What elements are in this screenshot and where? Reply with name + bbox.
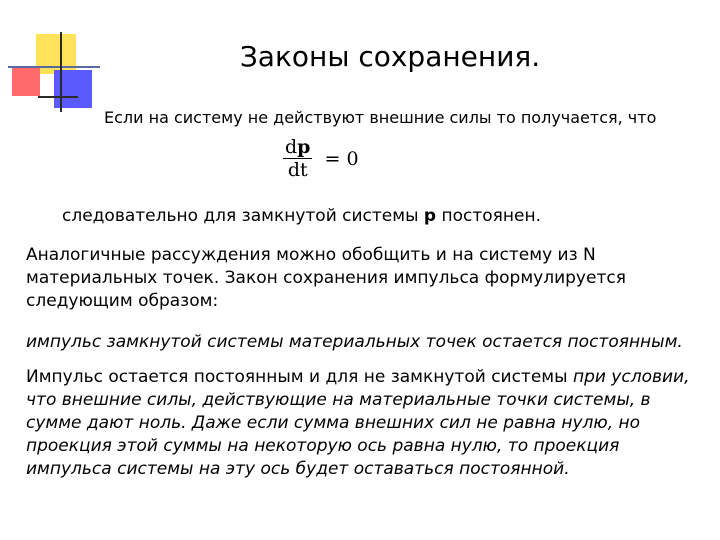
momentum-formula	[283, 136, 359, 181]
paragraph-text: Аналогичные рассуждения можно обобщить и на систему из N материальных точек. Закон сохранения импульса формулируется следующим образом:	[26, 245, 626, 311]
conclusion-text: следовательно для замкнутой системы p постоянен.	[62, 206, 541, 226]
fraction-denominator: dt	[287, 159, 308, 181]
law-statement: импульс замкнутой системы материальных точек остается постоянным.	[26, 332, 683, 352]
formula-rhs: = 0	[324, 147, 359, 170]
page-title: Законы сохранения.	[239, 40, 541, 73]
fraction	[283, 136, 312, 181]
decor-short-line	[38, 96, 78, 98]
intro-text: Если на систему не действуют внешние силы то получается, что	[104, 108, 657, 127]
fraction-numerator: dp	[285, 136, 311, 158]
final-paragraph: Импульс остается постоянным и для не замкнутой системы при условии, что внешние силы, действующие на материальные точки системы, в сумме дают ноль. Даже если сумма внешних сил не равна нулю, но проекция этой суммы на некоторую ось равна нулю, то проекция импульса системы на эту ось будет оставаться постоянной.	[26, 367, 690, 479]
